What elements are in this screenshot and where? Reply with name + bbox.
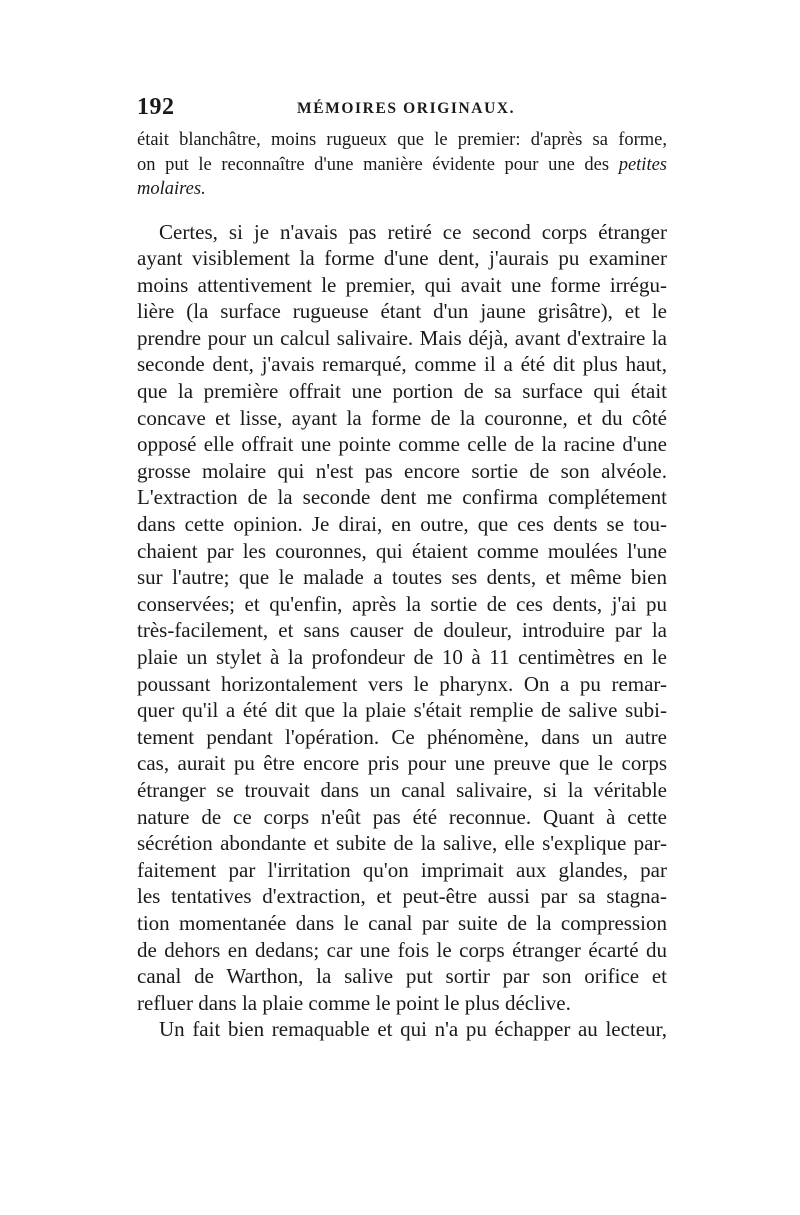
text-line: dans cette opinion. Je dirai, en outre, que ces dents se tou- [137, 512, 667, 537]
text-line: seconde dent, j'avais remarqué, comme il a été dit plus haut, [137, 352, 667, 377]
text-line: grosse molaire qui n'est pas encore sortie de son alvéole. [137, 458, 667, 483]
text-line: Un fait bien remaquable et qui n'a pu échapper au lecteur, [159, 1017, 667, 1042]
text-line: concave et lisse, ayant la forme de la couronne, et du côté [137, 405, 667, 430]
text-line: tement pendant l'opération. Ce phénomène, dans un autre [137, 724, 667, 749]
text-line: canal de Warthon, la salive put sortir par son orifice et [137, 964, 667, 989]
text-line: refluer dans la plaie comme le point le plus déclive. [137, 990, 571, 1015]
text-line: de dehors en dedans; car une fois le corps étranger écarté du [137, 937, 667, 962]
text-line: prendre pour un calcul salivaire. Mais déjà, avant d'extraire la [137, 325, 667, 350]
text-line [137, 153, 667, 178]
text-line: cas, aurait pu être encore pris pour une preuve que le corps [137, 751, 667, 776]
italic-text-span: petites [618, 154, 667, 175]
text-line: plaie un stylet à la profondeur de 10 à 11 centimètres en le [137, 645, 667, 669]
text-line: étranger se trouvait dans un canal salivaire, si la véritable [137, 777, 667, 802]
continued-paragraph [137, 128, 667, 202]
italic-text-span: molaires. [137, 179, 206, 199]
text-line: opposé elle offrait une pointe comme celle de la racine d'une [137, 432, 667, 457]
text-line: quer qu'il a été dit que la plaie s'était remplie de salive subi- [137, 698, 667, 723]
text-line: lière (la surface rugueuse étant d'un jaune grisâtre), et le [137, 299, 667, 324]
text-line: sécrétion abondante et subite de la salive, elle s'explique par- [137, 831, 667, 856]
text-line [137, 128, 667, 153]
text-line: moins attentivement le premier, qui avait une forme irrégu- [137, 272, 667, 297]
text-line: conservées; et qu'enfin, après la sortie de ces dents, j'ai pu [137, 591, 667, 616]
page-number: 192 [137, 94, 175, 120]
text-line: poussant horizontalement vers le pharynx. On a pu remar- [137, 671, 667, 696]
text-span: était blanchâtre, moins rugueux que le premier: d'après sa forme, [137, 130, 667, 150]
text-line: que la première offrait une portion de sa surface qui était [137, 379, 667, 404]
text-line: faitement par l'irritation qu'on imprimait aux glandes, par [137, 857, 667, 882]
running-title: MÉMOIRES ORIGINAUX. [297, 100, 516, 117]
body-text [137, 128, 667, 1043]
text-line: nature de ce corps n'eût pas été reconnue. Quant à cette [137, 804, 667, 829]
text-line: ayant visiblement la forme d'une dent, j'aurais pu examiner [137, 246, 667, 271]
text-line: chaient par les couronnes, qui étaient comme moulées l'une [137, 538, 667, 563]
text-line: très-facilement, et sans causer de douleur, introduire par la [137, 618, 667, 643]
text-line: L'extraction de la seconde dent me confirma complétement [137, 485, 667, 510]
text-line: les tentatives d'extraction, et peut-être aussi par sa stagna- [137, 884, 667, 909]
text-line: sur l'autre; que le malade a toutes ses dents, et même bien [137, 565, 667, 590]
text-line: Certes, si je n'avais pas retiré ce second corps étranger [159, 219, 667, 244]
text-line [137, 177, 667, 202]
running-head [137, 94, 667, 124]
main-paragraph [137, 219, 667, 1043]
text-line: tion momentanée dans le canal par suite de la compression [137, 910, 667, 935]
text-span: on put le reconnaître d'une manière évidente pour une des [137, 154, 619, 175]
